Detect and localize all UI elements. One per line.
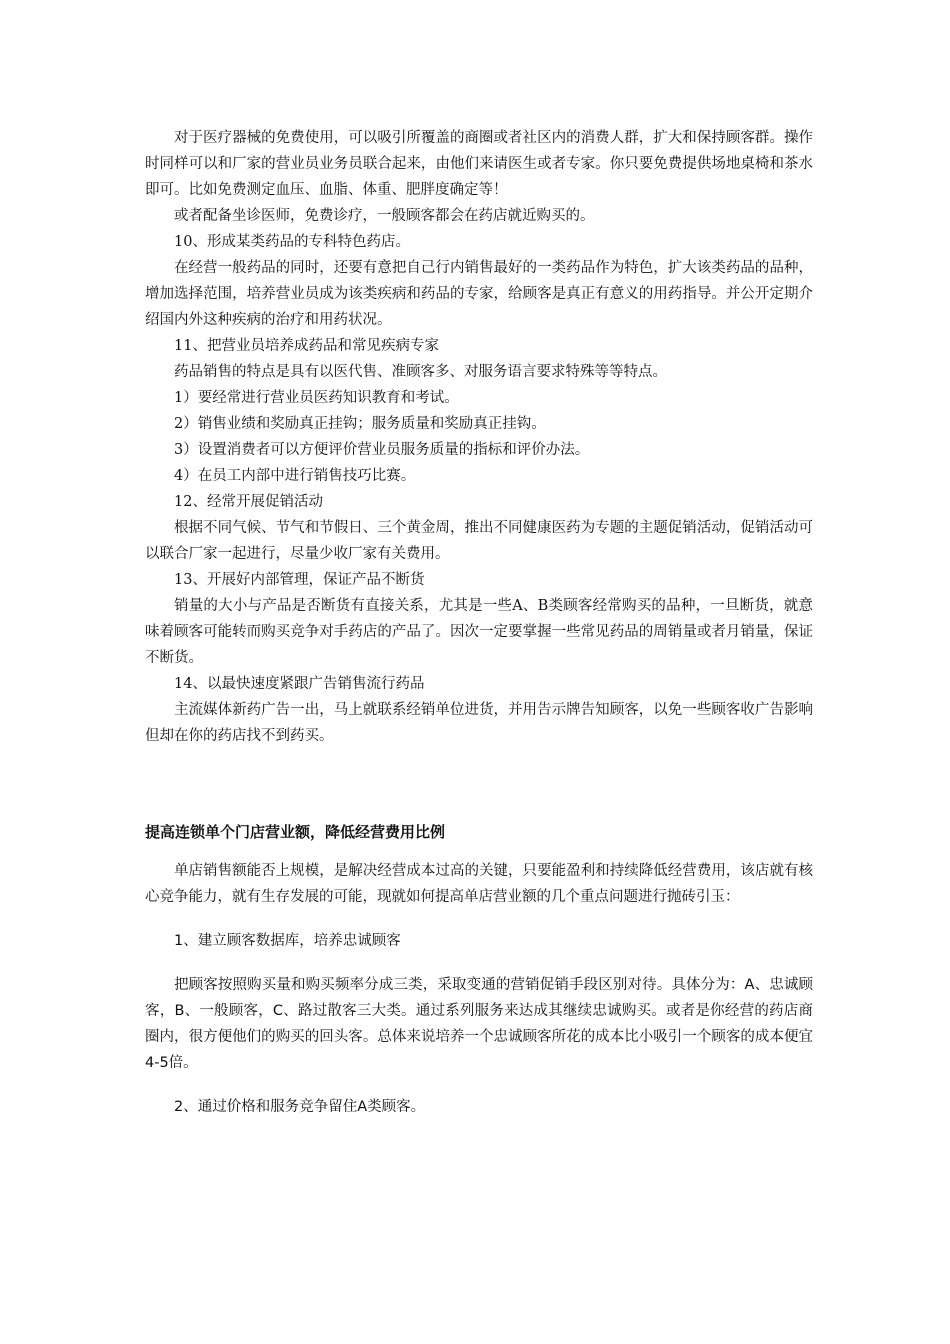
paragraph: 销量的大小与产品是否断货有直接关系，尤其是一些A、B类顾客经常购买的品种，一旦断货，就意味着顾客可能转而购买竞争对手药店的产品了。因次一定要掌握一些常见药品的周销量或者月销量，保证不断货。 [145, 598, 813, 666]
list-heading: 13、开展好内部管理，保证产品不断货 [174, 572, 425, 588]
section-heading: 提高连锁单个门店营业额，降低经营费用比例 [145, 823, 446, 841]
section-store-revenue [145, 820, 813, 1138]
list-item: 1）要经常进行营业员医药知识教育和考试。 [174, 390, 459, 406]
paragraph: 主流媒体新药广告一出，马上就联系经销单位进货，并用告示牌告知顾客，以免一些顾客收广告影响但却在你的药店找不到药买。 [145, 702, 813, 744]
list-heading: 1、建立顾客数据库，培养忠诚顾客 [174, 933, 401, 949]
list-heading: 12、经常开展促销活动 [174, 494, 323, 510]
list-heading: 11、把营业员培养成药品和常见疾病专家 [174, 338, 439, 354]
paragraph: 药品销售的特点是具有以医代售、准顾客多、对服务语言要求特殊等等特点。 [174, 364, 667, 380]
paragraph: 或者配备坐诊医师，免费诊疗，一般顾客都会在药店就近购买的。 [174, 208, 595, 224]
list-item: 4）在员工内部中进行销售技巧比赛。 [174, 468, 416, 484]
paragraph: 对于医疗器械的免费使用，可以吸引所覆盖的商圈或者社区内的消费人群，扩大和保持顾客群。操作时同样可以和厂家的营业员业务员联合起来，由他们来请医生或者专家。你只要免费提供场地桌椅和茶水即可。比如免费测定血压、血脂、体重、肥胖度确定等！ [145, 130, 813, 198]
paragraph: 根据不同气候、节气和节假日、三个黄金周，推出不同健康医药为专题的主题促销活动，促销活动可以联合厂家一起进行，尽量少收厂家有关费用。 [145, 520, 813, 562]
list-item: 2）销售业绩和奖励真正挂钩；服务质量和奖励真正挂钩。 [174, 416, 546, 432]
section-pharmacy-tips [145, 125, 813, 749]
paragraph: 把顾客按照购买量和购买频率分成三类，采取变通的营销促销手段区别对待。具体分为：A、忠诚顾客，B、一般顾客，C、路过散客三大类。通过系列服务来达成其继续忠诚购买。或者是你经营的药店商圈内，很方便他们的购买的回头客。总体来说培养一个忠诚顾客所花的成本比小吸引一个顾客的成本便宜4-5倍。 [145, 977, 813, 1071]
paragraph: 单店销售额能否上规模，是解决经营成本过高的关键，只要能盈利和持续降低经营费用，该店就有核心竞争能力，就有生存发展的可能，现就如何提高单店营业额的几个重点问题进行抛砖引玉： [145, 863, 813, 905]
paragraph: 在经营一般药品的同时，还要有意把自己行内销售最好的一类药品作为特色，扩大该类药品的品种，增加选择范围，培养营业员成为该类疾病和药品的专家，给顾客是真正有意义的用药指导。并公开定期介绍国内外这种疾病的治疗和用药状况。 [145, 260, 813, 328]
list-item: 3）设置消费者可以方便评价营业员服务质量的指标和评价办法。 [174, 442, 590, 458]
list-heading: 10、形成某类药品的专科特色药店。 [174, 234, 410, 250]
list-heading: 2、通过价格和服务竞争留住A类顾客。 [174, 1099, 426, 1115]
list-heading: 14、以最快速度紧跟广告销售流行药品 [174, 676, 425, 692]
